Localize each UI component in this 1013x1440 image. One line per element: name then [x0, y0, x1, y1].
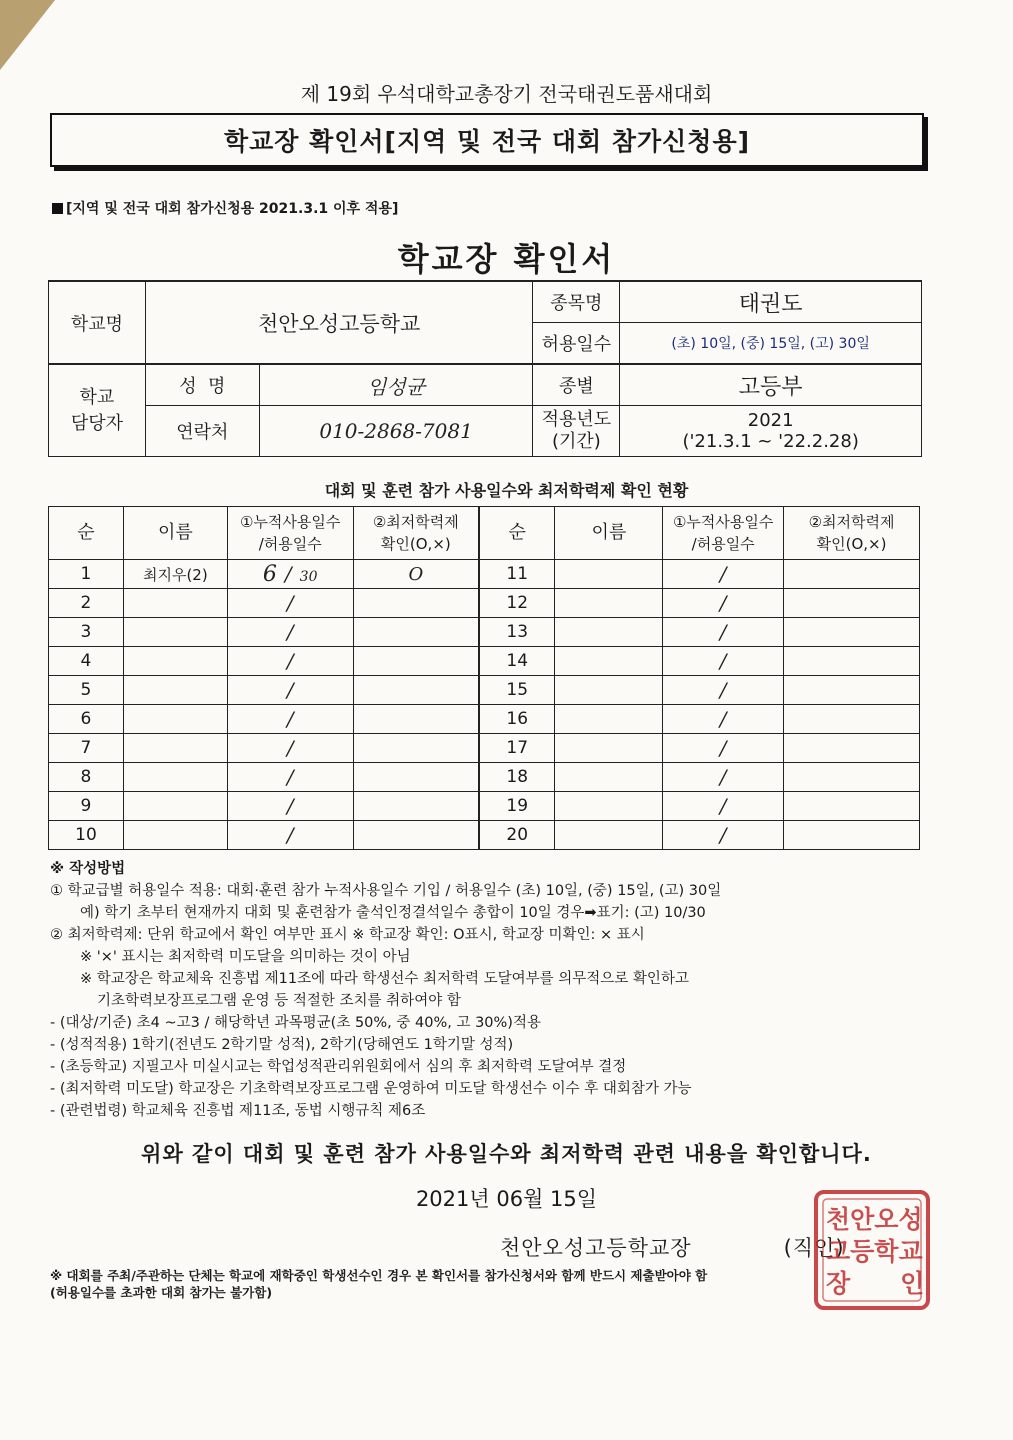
row-number: 11 [479, 560, 555, 589]
student-name [123, 792, 227, 821]
slash-separator: / [719, 822, 727, 847]
form-title: 학교장 확인서[지역 및 전국 대회 참가신청용] [223, 127, 751, 156]
seal-placeholder: (직인) [783, 1236, 845, 1260]
table-row [49, 821, 920, 850]
days-cell [663, 618, 784, 647]
slash-separator: / [719, 590, 727, 615]
academic-check [784, 618, 920, 647]
row-number: 10 [49, 821, 124, 850]
principal-title [500, 1232, 845, 1262]
days-cell [663, 560, 784, 589]
student-name [123, 589, 227, 618]
days-cell [663, 821, 784, 850]
academic-check [784, 821, 920, 850]
slash-separator: / [286, 677, 294, 702]
note-line: ※ 학교장은 학교체육 진흥법 제11조에 따라 학생선수 최저학력 도달여부를 의무적으로 확인하고 [80, 971, 689, 987]
school-name-value: 천안오성고등학교 [145, 281, 533, 364]
row-number: 9 [49, 792, 124, 821]
seal-icon [812, 1188, 932, 1312]
student-name [555, 589, 663, 618]
contact-value [259, 406, 533, 457]
row-number: 3 [49, 618, 124, 647]
sport-label: 종목명 [533, 281, 620, 323]
slash-separator: / [719, 677, 727, 702]
row-number: 20 [479, 821, 555, 850]
svg-text:고등학교: 고등학교 [826, 1237, 923, 1266]
academic-check [784, 792, 920, 821]
slash-separator: / [286, 619, 294, 644]
official-seal-stamp [812, 1188, 932, 1312]
student-name [555, 647, 663, 676]
slash-separator: / [719, 793, 727, 818]
academic-check [784, 734, 920, 763]
academic-check [353, 734, 479, 763]
student-name: 최지우(2) [123, 560, 227, 589]
days-cell [227, 821, 353, 850]
academic-check: O [353, 560, 479, 589]
days-cell [227, 589, 353, 618]
days-cell [227, 647, 353, 676]
school-name-label: 학교명 [49, 281, 146, 364]
period-value: ('21.3.1 ~ '22.2.28) [682, 431, 859, 452]
days-cell [227, 618, 353, 647]
contact-handwritten: 010-2868-7081 [319, 419, 473, 443]
academic-check [353, 618, 479, 647]
slash-separator: / [286, 764, 294, 789]
table-row [49, 676, 920, 705]
table-row [49, 618, 920, 647]
col-header-name: 이름 [123, 507, 227, 560]
days-cell [663, 763, 784, 792]
footnote [50, 1267, 707, 1301]
note-line: - (관련법령) 학교체육 진흥법 제11조, 동법 시행규칙 제6조 [50, 1103, 426, 1119]
slash-separator: / [719, 764, 727, 789]
student-name [123, 676, 227, 705]
academic-check [784, 560, 920, 589]
row-number: 5 [49, 676, 124, 705]
year-value: 2021 [747, 410, 794, 431]
manager-name-handwritten: 임성균 [367, 374, 426, 399]
document-title: 학교장 확인서 [397, 240, 616, 278]
row-number: 7 [49, 734, 124, 763]
row-number: 13 [479, 618, 555, 647]
col-header-no: 순 [49, 507, 124, 560]
svg-text:천안오성: 천안오성 [826, 1205, 923, 1234]
days-cell [227, 705, 353, 734]
student-name [123, 618, 227, 647]
col-header-no: 순 [479, 507, 555, 560]
note-heading: ※ 작성방법 [50, 861, 126, 877]
footnote-line: ※ 대회를 주최/주관하는 단체는 학교에 재학중인 학생선수인 경우 본 확인서를 참가신청서와 함께 반드시 제출받아야 함 [50, 1268, 708, 1283]
row-number: 2 [49, 589, 124, 618]
student-name [555, 734, 663, 763]
manager-name-value [259, 364, 533, 406]
note-line: - (성적적용) 1학기(전년도 2학기말 성적), 2학기(당해연도 1학기말 성적) [50, 1037, 514, 1053]
note-line: ※ '×' 표시는 최저학력 미도달을 의미하는 것이 아님 [80, 949, 411, 965]
col-header-days: ①누적사용일수 /허용일수 [227, 507, 353, 560]
row-number: 14 [479, 647, 555, 676]
paper-corner-shadow [0, 0, 55, 70]
row-number: 19 [479, 792, 555, 821]
table-row [49, 705, 920, 734]
student-name [555, 763, 663, 792]
confirmation-statement: 위와 같이 대회 및 훈련 참가 사용일수와 최저학력 관련 내용을 확인합니다. [141, 1142, 872, 1166]
col-header-academic: ②최저학력제 확인(O,×) [784, 507, 920, 560]
row-number: 4 [49, 647, 124, 676]
slash-separator: / [286, 590, 294, 615]
manager-label: 학교 담당자 [49, 364, 146, 457]
academic-check [784, 589, 920, 618]
principal-name: 천안오성고등학교장 [500, 1236, 692, 1260]
student-name [555, 560, 663, 589]
row-number: 15 [479, 676, 555, 705]
event-title: 제 19회 우석대학교총장기 전국태권도품새대회 [300, 82, 713, 106]
days-cell [227, 676, 353, 705]
academic-check [784, 705, 920, 734]
row-number: 8 [49, 763, 124, 792]
slash-separator: / [719, 706, 727, 731]
issue-date: 2021년 06월 15일 [415, 1187, 598, 1211]
instructions [50, 858, 950, 1122]
col-header-days: ①누적사용일수 /허용일수 [663, 507, 784, 560]
sub-note-text: [지역 및 전국 대회 참가신청용 2021.3.1 이후 적용] [66, 201, 399, 217]
sub-note [52, 198, 398, 218]
slash-separator: / [719, 619, 727, 644]
table-row [49, 589, 920, 618]
days-cell [227, 734, 353, 763]
row-number: 18 [479, 763, 555, 792]
academic-check [353, 589, 479, 618]
row-number: 16 [479, 705, 555, 734]
allowed-days-value: (초) 10일, (중) 15일, (고) 30일 [620, 323, 922, 365]
academic-check [353, 676, 479, 705]
days-cell [663, 792, 784, 821]
academic-check [784, 676, 920, 705]
col-header-academic: ②최저학력제 확인(O,×) [353, 507, 479, 560]
slash-separator: / [286, 735, 294, 760]
table-row [49, 763, 920, 792]
days-cell [663, 676, 784, 705]
row-number: 12 [479, 589, 555, 618]
note-line: ① 학교급별 허용일수 적용: 대회·훈련 참가 누적사용일수 기입 / 허용일수 (초) 10일, (중) 15일, (고) 30일 [50, 883, 722, 899]
slash-separator: / [286, 793, 294, 818]
footnote-line: (허용일수를 초과한 대회 참가는 불가함) [50, 1285, 273, 1300]
row-number: 1 [49, 560, 124, 589]
academic-check [353, 763, 479, 792]
days-cell [227, 792, 353, 821]
row-number: 6 [49, 705, 124, 734]
academic-check [784, 763, 920, 792]
roster-header-row [49, 507, 920, 560]
slash-separator: / [284, 561, 292, 586]
student-name [123, 821, 227, 850]
note-line: ② 최저학력제: 단위 학교에서 확인 여부만 표시 ※ 학교장 확인: O표시, 학교장 미확인: × 표시 [50, 927, 645, 943]
used-days: 6 [262, 561, 277, 587]
student-name [123, 734, 227, 763]
academic-check [353, 792, 479, 821]
days-cell [663, 734, 784, 763]
table-row [49, 560, 920, 589]
division-label: 종별 [533, 364, 620, 406]
student-name [123, 647, 227, 676]
student-name [123, 763, 227, 792]
allowed-days: 30 [299, 568, 318, 585]
division-value: 고등부 [620, 364, 922, 406]
academic-check [353, 647, 479, 676]
slash-separator: / [286, 706, 294, 731]
manager-name-label: 성 명 [145, 364, 259, 406]
table-row [49, 647, 920, 676]
row-number: 17 [479, 734, 555, 763]
note-line: - (대상/기준) 초4 ~고3 / 해당학년 과목평균(초 50%, 중 40%, 고 30%)적용 [50, 1015, 541, 1031]
form-title-box [50, 113, 924, 167]
slash-separator: / [286, 648, 294, 673]
slash-separator: / [719, 561, 727, 586]
days-cell [663, 589, 784, 618]
academic-check [784, 647, 920, 676]
slash-separator: / [719, 648, 727, 673]
student-name [555, 705, 663, 734]
student-name [555, 676, 663, 705]
table-row [49, 792, 920, 821]
contact-label: 연락처 [145, 406, 259, 457]
note-line: - (초등학교) 지필고사 미실시교는 학업성적관리위원회에서 심의 후 최저학력 도달여부 결정 [50, 1059, 627, 1075]
note-line: 기초학력보장프로그램 운영 등 적절한 조치를 취하여야 함 [97, 993, 461, 1009]
days-cell [227, 560, 353, 589]
sport-value: 태권도 [620, 281, 922, 323]
note-line: 예) 학기 초부터 현재까지 대회 및 훈련참가 출석인정결석일수 총합이 10일 경우➡표기: (고) 10/30 [80, 905, 706, 921]
student-name [555, 618, 663, 647]
roster-table [48, 506, 920, 850]
year-cell [620, 406, 922, 457]
student-name [555, 792, 663, 821]
col-header-name: 이름 [555, 507, 663, 560]
allowed-days-label: 허용일수 [533, 323, 620, 365]
academic-check [353, 705, 479, 734]
table-row [49, 734, 920, 763]
days-cell [227, 763, 353, 792]
academic-check [353, 821, 479, 850]
svg-text:장 인: 장 인 [826, 1269, 925, 1298]
slash-separator: / [719, 735, 727, 760]
student-name [123, 705, 227, 734]
days-cell [663, 647, 784, 676]
note-line: - (최저학력 미도달) 학교장은 기초학력보장프로그램 운영하여 미도달 학생선수 이수 후 대회참가 가능 [50, 1081, 692, 1097]
square-bullet-icon [52, 203, 63, 214]
slash-separator: / [286, 822, 294, 847]
year-label: 적용년도 (기간) [533, 406, 620, 457]
student-name [555, 821, 663, 850]
roster-title: 대회 및 훈련 참가 사용일수와 최저학력제 확인 현황 [324, 481, 689, 500]
days-cell [663, 705, 784, 734]
school-info-table [48, 280, 922, 457]
